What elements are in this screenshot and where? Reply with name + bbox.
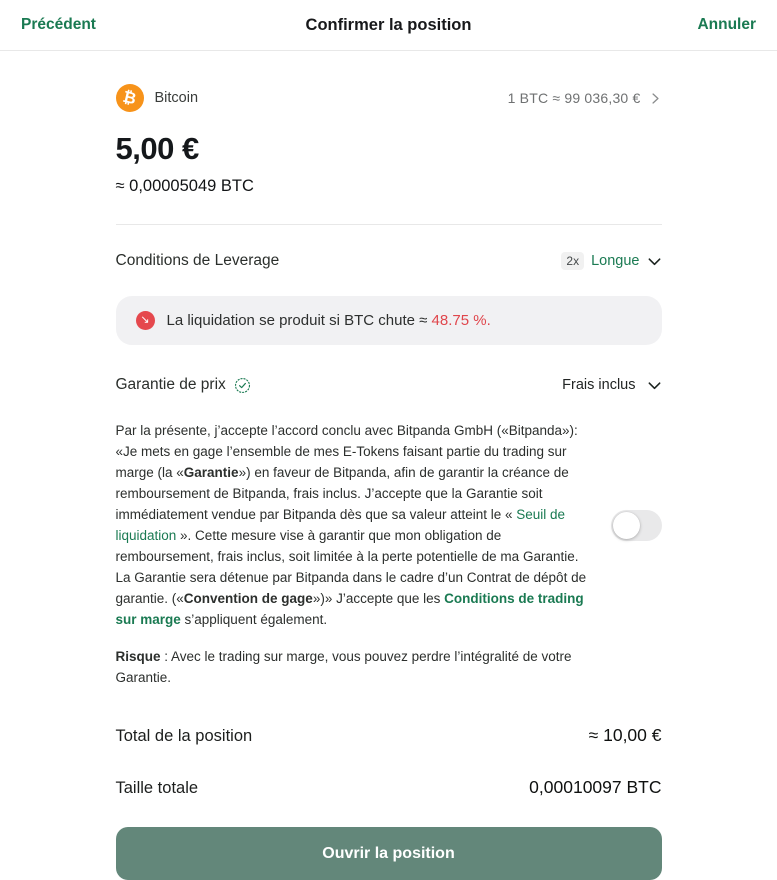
- total-position-value: ≈ 10,00 €: [588, 725, 662, 745]
- liquidation-warning-text: La liquidation se produit si BTC chute ≈ 48.75 %.: [166, 312, 491, 329]
- leverage-row: [116, 252, 662, 270]
- exchange-rate-control[interactable]: [508, 90, 662, 106]
- arrow-down-right-icon: ↘: [136, 311, 155, 330]
- leverage-label: Conditions de Leverage: [115, 252, 280, 269]
- leverage-multiplier-badge: 2x: [561, 252, 584, 270]
- position-amount-fiat: 5,00 €: [115, 131, 199, 166]
- total-size-row: [116, 777, 662, 798]
- agreement-section: [116, 420, 662, 630]
- page-title: Confirmer la position: [305, 15, 472, 34]
- leverage-selector[interactable]: [561, 252, 661, 270]
- bitcoin-icon: ₿: [116, 84, 144, 112]
- liquidation-percentage: 48.75 %.: [431, 312, 491, 329]
- divider: [116, 224, 662, 225]
- liquidation-threshold-link[interactable]: Seuil de liquidation: [115, 507, 566, 543]
- confirm-position-panel: [116, 84, 662, 880]
- asset-name: Bitcoin: [154, 90, 199, 106]
- risk-note: Risque : Avec le trading sur marge, vous pouvez perdre l’intégralité de votre Garantie.: [115, 649, 572, 685]
- margin-trading-terms-link[interactable]: Conditions de trading sur marge: [115, 591, 584, 627]
- verified-badge-icon: [234, 377, 251, 394]
- price-guarantee-label: Garantie de prix: [115, 376, 226, 393]
- toggle-knob: [613, 512, 640, 539]
- back-button[interactable]: Précédent: [21, 16, 96, 33]
- exchange-rate: 1 BTC ≈ 99 036,30 €: [507, 90, 641, 106]
- price-guarantee-row: [116, 376, 662, 394]
- liquidation-warning-banner: [116, 296, 662, 345]
- total-size-label: Taille totale: [115, 779, 199, 797]
- agreement-toggle[interactable]: [611, 510, 662, 541]
- chevron-right-icon: [649, 92, 662, 105]
- cancel-button[interactable]: Annuler: [697, 16, 756, 33]
- header-bar: [0, 0, 777, 51]
- chevron-down-icon: [647, 378, 662, 393]
- asset-row: [116, 84, 662, 112]
- fees-option: Frais inclus: [562, 377, 636, 393]
- fees-selector[interactable]: [562, 377, 661, 393]
- agreement-text: Par la présente, j’accepte l’accord conclu avec Bitpanda GmbH («Bitpanda»): «Je mets en gage l’ensemble de mes E‑Tokens faisant partie du trading sur marge (la «Garantie») en faveur de Bitpanda, afin de garantir la créance de remboursement de Bitpanda, frais inclus. J’accepte que la Garantie soit immédiatement vendue par Bitpanda dès que sa valeur atteint le « Seuil de liquidation ». Cette mesure vise à garantir que mon obligation de remboursement, frais inclus, soit limitée à la perte potentielle de ma Garantie. La Garantie sera détenue par Bitpanda dans le cadre d’un Contrat de dépôt de garantie. («Convention de gage»)» J’accepte que les Conditions de trading sur marge s’appliquent également.: [115, 423, 587, 627]
- open-position-button[interactable]: Ouvrir la position: [116, 827, 662, 880]
- chevron-down-icon: [647, 254, 662, 269]
- total-position-label: Total de la position: [115, 727, 253, 745]
- total-position-row: [116, 725, 662, 746]
- leverage-direction: Longue: [591, 253, 640, 269]
- position-amount-crypto: ≈ 0,00005049 BTC: [115, 177, 254, 195]
- total-size-value: 0,00010097 BTC: [529, 777, 662, 797]
